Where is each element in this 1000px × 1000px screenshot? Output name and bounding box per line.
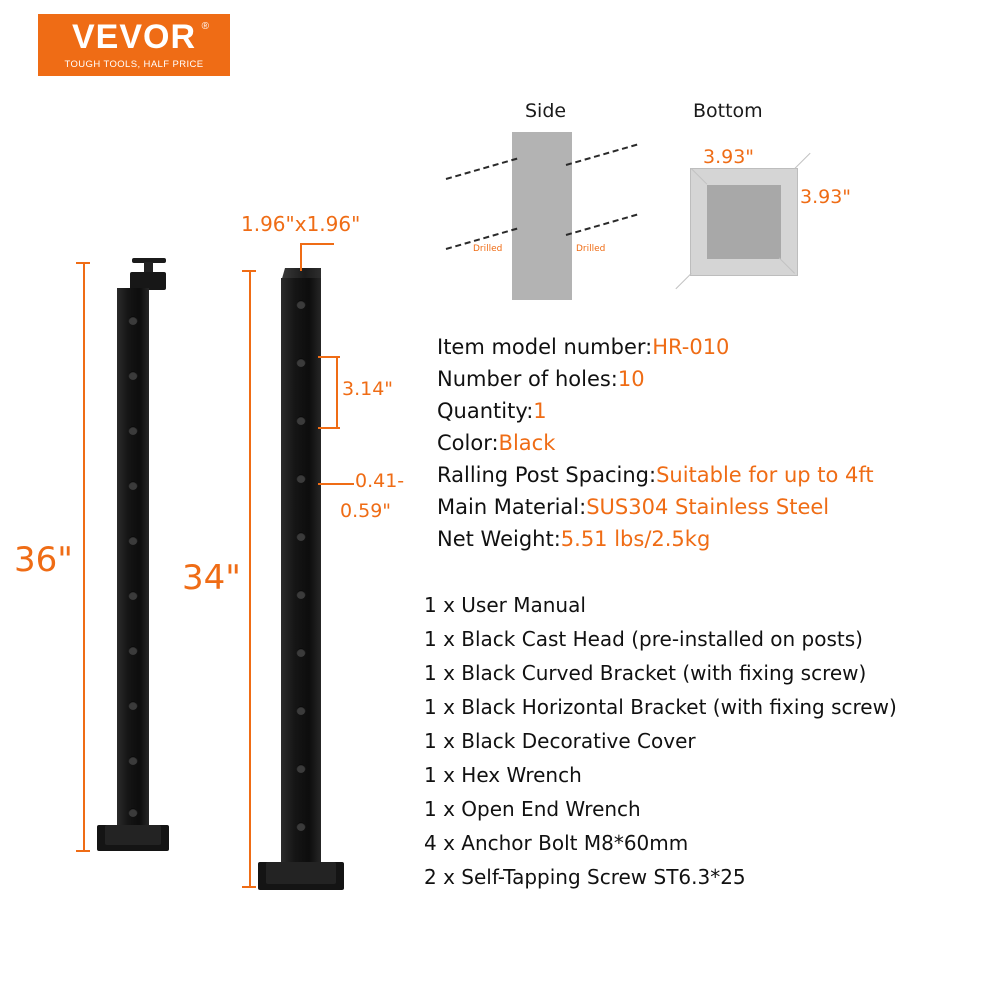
left-post-body	[117, 288, 149, 833]
dimension-tick-bottom	[242, 886, 256, 888]
spec-row	[437, 523, 982, 555]
dimension-line-36in	[83, 262, 85, 852]
brand-tagline: TOUGH TOOLS, HALF PRICE	[64, 59, 204, 70]
post-hole	[129, 481, 138, 490]
spec-row	[437, 491, 982, 523]
bottom-view-plate-inner	[707, 185, 781, 259]
left-post-base-plate	[97, 825, 169, 851]
registered-mark: ®	[201, 21, 211, 32]
brand-name	[71, 18, 211, 56]
post-hole	[129, 756, 138, 765]
spec-value: 1	[533, 399, 547, 423]
package-contents-list	[424, 588, 984, 894]
post-hole	[129, 316, 138, 325]
right-post-body	[281, 278, 321, 870]
post-hole	[129, 701, 138, 710]
package-item: 4 x Anchor Bolt M8*60mm	[424, 831, 689, 855]
side-view-title: Side	[525, 100, 567, 122]
spec-label: Main Material:	[437, 495, 587, 519]
dimension-label-hole-diameter-1: 0.41-	[355, 470, 405, 492]
base-plate-bevel	[105, 825, 161, 845]
side-view-post-section	[512, 132, 572, 300]
post-hole	[297, 764, 306, 773]
package-item: 1 x Black Decorative Cover	[424, 729, 696, 753]
spec-label: Net Weight:	[437, 527, 561, 551]
spec-label: Item model number:	[437, 335, 653, 359]
dimension-label-bottom-width: 3.93"	[703, 146, 755, 168]
cast-head-fitting	[128, 258, 168, 292]
post-hole	[129, 536, 138, 545]
dimension-label-overall-height-right: 34"	[182, 558, 241, 598]
cross-section-leader	[300, 243, 334, 245]
hole-diameter-leader	[318, 483, 354, 485]
dimension-line-34in	[249, 270, 251, 888]
dimension-tick-bottom	[76, 850, 90, 852]
dimension-label-hole-spacing: 3.14"	[342, 378, 394, 400]
dimension-tick-top	[242, 270, 256, 272]
spec-row	[437, 459, 982, 491]
bevel-corner-line	[794, 153, 810, 169]
dimension-label-hole-diameter-2: 0.59"	[340, 500, 392, 522]
package-item: 1 x Black Cast Head (pre-installed on posts)	[424, 627, 863, 651]
spec-row	[437, 395, 982, 427]
post-hole	[297, 590, 306, 599]
post-hole	[129, 808, 138, 817]
cross-section-leader-v	[300, 243, 302, 271]
spec-label: Color:	[437, 431, 499, 455]
spec-value: HR-010	[652, 335, 730, 359]
post-hole	[129, 591, 138, 600]
post-hole	[129, 371, 138, 380]
package-item: 1 x Black Horizontal Bracket (with fixing screw)	[424, 695, 897, 719]
spec-value: SUS304 Stainless Steel	[586, 495, 830, 519]
post-hole	[297, 706, 306, 715]
bottom-view-title: Bottom	[693, 100, 763, 122]
specification-list	[437, 331, 982, 555]
side-view-dashed-line	[446, 158, 518, 180]
spec-value: Black	[498, 431, 556, 455]
drilled-label-left: Drilled	[473, 244, 503, 254]
side-view-dashed-line	[566, 214, 638, 236]
spec-label: Ralling Post Spacing:	[437, 463, 657, 487]
vevor-logo	[38, 14, 230, 76]
spec-row	[437, 363, 982, 395]
post-hole	[297, 532, 306, 541]
spec-label: Quantity:	[437, 399, 534, 423]
base-plate-bevel	[266, 862, 336, 884]
bevel-corner-line	[779, 257, 795, 273]
dimension-label-overall-height-left: 36"	[14, 540, 73, 580]
spec-row	[437, 427, 982, 459]
spec-value: 10	[617, 367, 645, 391]
post-hole	[297, 300, 306, 309]
package-item: 2 x Self-Tapping Screw ST6.3*25	[424, 865, 746, 889]
bevel-corner-line	[691, 168, 707, 184]
right-post-base-plate	[258, 862, 344, 890]
post-hole	[297, 822, 306, 831]
dimension-tick-top	[76, 262, 90, 264]
package-item: 1 x Hex Wrench	[424, 763, 582, 787]
dimension-label-bottom-height: 3.93"	[800, 186, 852, 208]
spec-value: Suitable for up to 4ft	[656, 463, 874, 487]
bottom-view-plate	[690, 168, 798, 276]
post-hole	[129, 646, 138, 655]
post-hole	[297, 474, 306, 483]
post-hole	[297, 358, 306, 367]
spec-label: Number of holes:	[437, 367, 618, 391]
hole-spacing-tick-bottom	[318, 427, 340, 429]
package-item: 1 x User Manual	[424, 593, 586, 617]
package-item: 1 x Black Curved Bracket (with fixing screw)	[424, 661, 867, 685]
hole-spacing-line	[336, 356, 338, 428]
spec-value: 5.51 lbs/2.5kg	[560, 527, 711, 551]
dimension-label-cross-section: 1.96"x1.96"	[241, 212, 361, 236]
post-hole	[297, 648, 306, 657]
post-hole	[297, 416, 306, 425]
package-item: 1 x Open End Wrench	[424, 797, 641, 821]
side-view-dashed-line	[566, 144, 638, 166]
bevel-corner-line	[675, 273, 691, 289]
post-hole	[129, 426, 138, 435]
spec-row	[437, 331, 982, 363]
drilled-label-right: Drilled	[576, 244, 606, 254]
brand-name-text: VEVOR	[71, 18, 197, 56]
hole-spacing-tick-top	[318, 356, 340, 358]
